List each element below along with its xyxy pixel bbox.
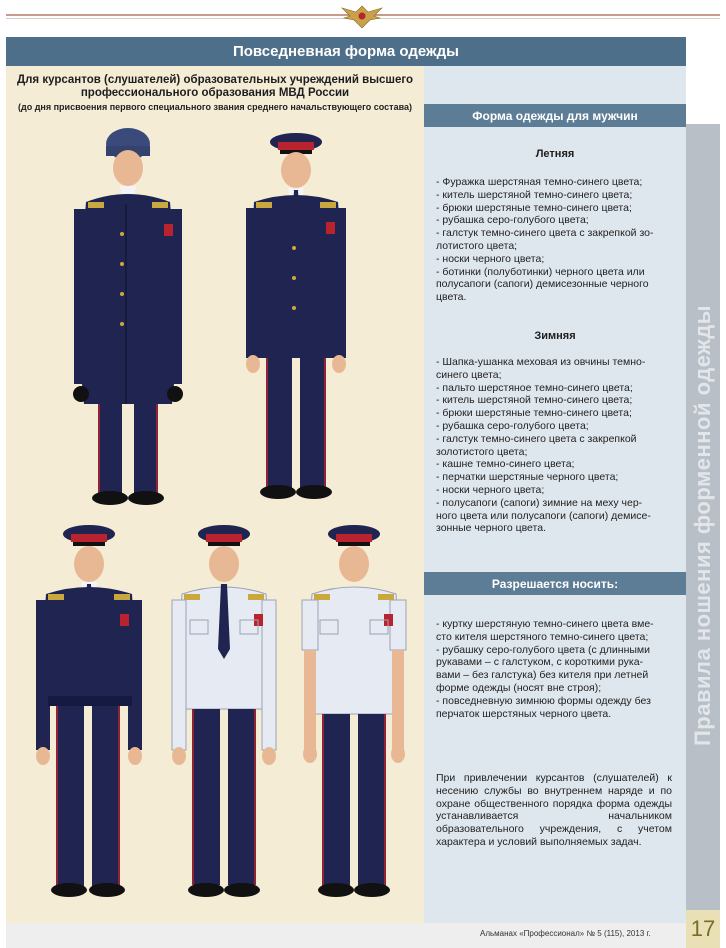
list-item: лотистого цвета;	[436, 239, 518, 252]
list-item: - галстук темно-синего цвета с закрепкой зо-	[436, 227, 654, 240]
list-item: - кашне темно-синего цвета;	[436, 458, 575, 471]
illustration-panel	[6, 66, 424, 923]
list-item: - пальто шерстяное темно-синего цвета;	[436, 381, 633, 394]
list-item: вами – без галстука) без кителя при летней	[436, 669, 649, 682]
page-number: 17	[686, 910, 720, 948]
list-item: - носки черного цвета;	[436, 252, 545, 265]
list-item: - куртку шерстяную темно-синего цвета вме-	[436, 618, 654, 630]
figure-shirt-long-sleeves	[166, 524, 282, 904]
list-item: - галстук темно-синего цвета с закрепкой	[436, 432, 637, 445]
allowed-list	[436, 618, 672, 720]
list-item: - перчатки шерстяные черного цвета;	[436, 471, 619, 484]
list-item: ного цвета или полусапоги (сапоги) демисе-	[436, 509, 651, 522]
winter-list	[436, 356, 672, 535]
text-panel	[424, 66, 686, 923]
list-item: - повседневную зимнюю формы одежду без	[436, 694, 651, 707]
footer-source: Альманах «Профессионал» № 5 (115), 2013 г.	[480, 929, 651, 938]
list-item: синего цвета;	[436, 368, 502, 381]
list-item: - полусапоги (сапоги) зимние на меху чер-	[436, 496, 643, 509]
list-item: рукавами – с галстуком, с короткими рука-	[436, 656, 644, 669]
list-item: - рубашка серо-голубого цвета;	[436, 214, 589, 227]
list-item: цвета.	[436, 291, 467, 304]
list-item: - рубашку серо-голубого цвета (с длинными	[436, 643, 651, 656]
summer-list	[436, 176, 672, 304]
side-title: Правила ношения форменной одежды	[690, 304, 715, 746]
list-item: перчаток шерстяных черного цвета.	[436, 707, 612, 720]
list-item: - ботинки (полуботинки) черного цвета или	[436, 265, 645, 278]
figure-shirt-short-sleeves	[296, 524, 412, 904]
list-item: - китель шерстяной темно-синего цвета;	[436, 394, 633, 407]
figure-winter-coat	[68, 124, 188, 509]
allowed-header: Разрешается носить:	[424, 572, 686, 595]
list-item: - китель шерстяной темно-синего цвета;	[436, 188, 633, 201]
panel-subtitle: (до дня присвоения первого специального звания среднего начальствующего состава)	[18, 102, 412, 112]
list-item: - Шапка-ушанка меховая из овчины темно-	[436, 356, 646, 368]
list-item: золотистого цвета;	[436, 445, 528, 458]
figure-tunic-cap	[238, 128, 354, 508]
list-item: - рубашка серо-голубого цвета;	[436, 419, 589, 432]
page-header: Повседневная форма одежды	[6, 37, 686, 66]
summer-title: Летняя	[535, 148, 575, 160]
men-header: Форма одежды для мужчин	[424, 104, 686, 127]
winter-title: Зимняя	[534, 330, 576, 342]
list-item: - носки черного цвета;	[436, 483, 545, 496]
eagle-emblem-icon	[338, 2, 386, 30]
list-item: зонные черного цвета.	[436, 522, 546, 535]
list-item: полусапоги (сапоги) демисезонные черного	[436, 278, 649, 291]
list-item: форме одежды (носят вне строя);	[436, 681, 602, 694]
service-note: При привлечении курсантов (слушателей) к несению службы во внутреннем наряде и по охране общественного порядка форма одежды устанавливается начальником образовательного учреждения, с учетом характера и условий выполняемых задач.	[436, 772, 672, 848]
figure-jacket	[32, 524, 146, 904]
list-item: - брюки шерстяные темно-синего цвета;	[436, 201, 632, 214]
list-item: сто кителя шерстяного темно-синего цвета;	[436, 630, 649, 643]
list-item: - Фуражка шерстяная темно-синего цвета;	[436, 176, 643, 188]
list-item: - брюки шерстяные темно-синего цвета;	[436, 407, 632, 420]
panel-title: Для курсантов (слушателей) образовательных учреждений высшего профессионального образования МВД России	[16, 74, 414, 99]
